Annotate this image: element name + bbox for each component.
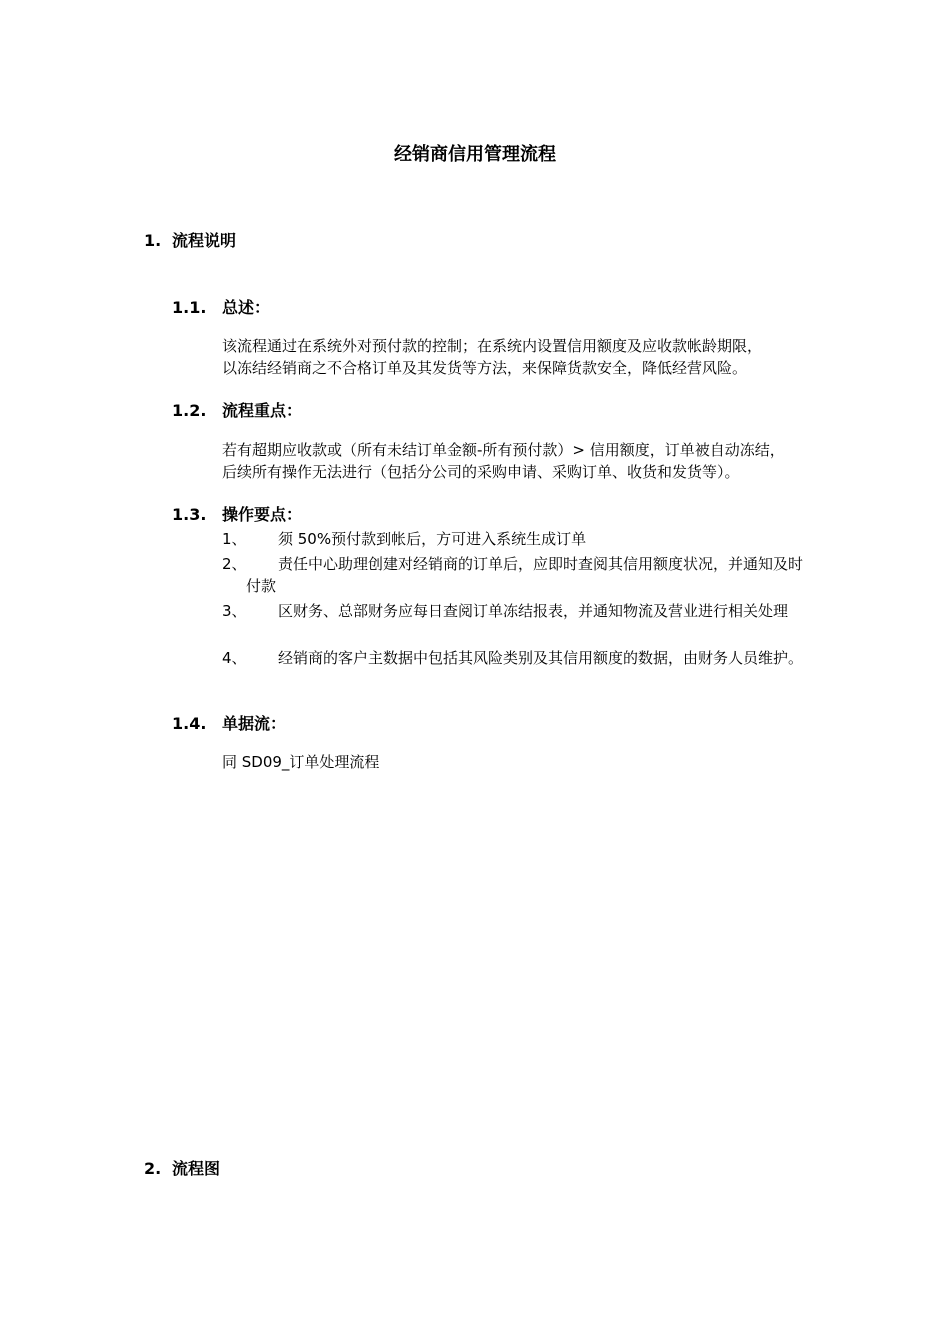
- list-item-number: 2、: [222, 555, 247, 573]
- list-item: [222, 600, 812, 622]
- list-item-number: 1、: [222, 530, 247, 548]
- paragraph-line: 该流程通过在系统外对预付款的控制；在系统内设置信用额度及应收款帐龄期限，: [222, 337, 763, 355]
- list-item: [222, 647, 812, 669]
- list-item-text: 区财务、总部财务应每日查阅订单冻结报表，并通知物流及营业进行相关处理: [278, 602, 789, 620]
- list-item-number: 3、: [222, 602, 247, 620]
- subsection-title: 流程重点：: [222, 401, 303, 420]
- paragraph-line: 若有超期应收款或（所有未结订单金额-所有预付款）> 信用额度，订单被自动冻结，: [222, 441, 785, 459]
- section-number: 2.: [144, 1159, 162, 1178]
- subsection-number: 1.1.: [172, 298, 207, 317]
- paragraph-key-points: [222, 439, 785, 483]
- subsection-heading-1-3: [172, 502, 302, 525]
- paragraph-document-flow: [222, 751, 379, 773]
- list-item: [222, 553, 812, 597]
- subsection-heading-1-4: [172, 711, 286, 734]
- document-title: 经销商信用管理流程: [394, 144, 556, 165]
- paragraph-line: 以冻结经销商之不合格订单及其发货等方法，来保障货款安全，降低经营风险。: [222, 359, 748, 377]
- subsection-number: 1.3.: [172, 505, 207, 524]
- subsection-title: 操作要点：: [222, 505, 303, 524]
- section-heading-1: [144, 228, 236, 251]
- list-item-number: 4、: [222, 649, 247, 667]
- subsection-number: 1.4.: [172, 714, 207, 733]
- subsection-heading-1-2: [172, 398, 302, 421]
- list-item-text: 经销商的客户主数据中包括其风险类别及其信用额度的数据，由财务人员维护。: [278, 649, 804, 667]
- list-item: [222, 528, 812, 550]
- section-title: 流程图: [172, 1159, 221, 1178]
- list-item-text: 责任中心助理创建对经销商的订单后，应即时查阅其信用额度状况，并通知及时付款: [246, 555, 804, 595]
- list-item-text: 须 50%预付款到帐后，方可进入系统生成订单: [278, 530, 587, 548]
- subsection-title: 单据流：: [222, 714, 287, 733]
- paragraph-overview: [222, 335, 762, 379]
- paragraph-line: 后续所有操作无法进行（包括分公司的采购申请、采购订单、收货和发货等）。: [222, 463, 740, 481]
- section-title: 流程说明: [172, 231, 237, 250]
- paragraph-line: 同 SD09_订单处理流程: [222, 753, 380, 771]
- subsection-heading-1-1: [172, 295, 270, 318]
- subsection-title: 总述：: [222, 298, 271, 317]
- section-heading-2: [144, 1156, 220, 1179]
- subsection-number: 1.2.: [172, 401, 207, 420]
- section-number: 1.: [144, 231, 162, 250]
